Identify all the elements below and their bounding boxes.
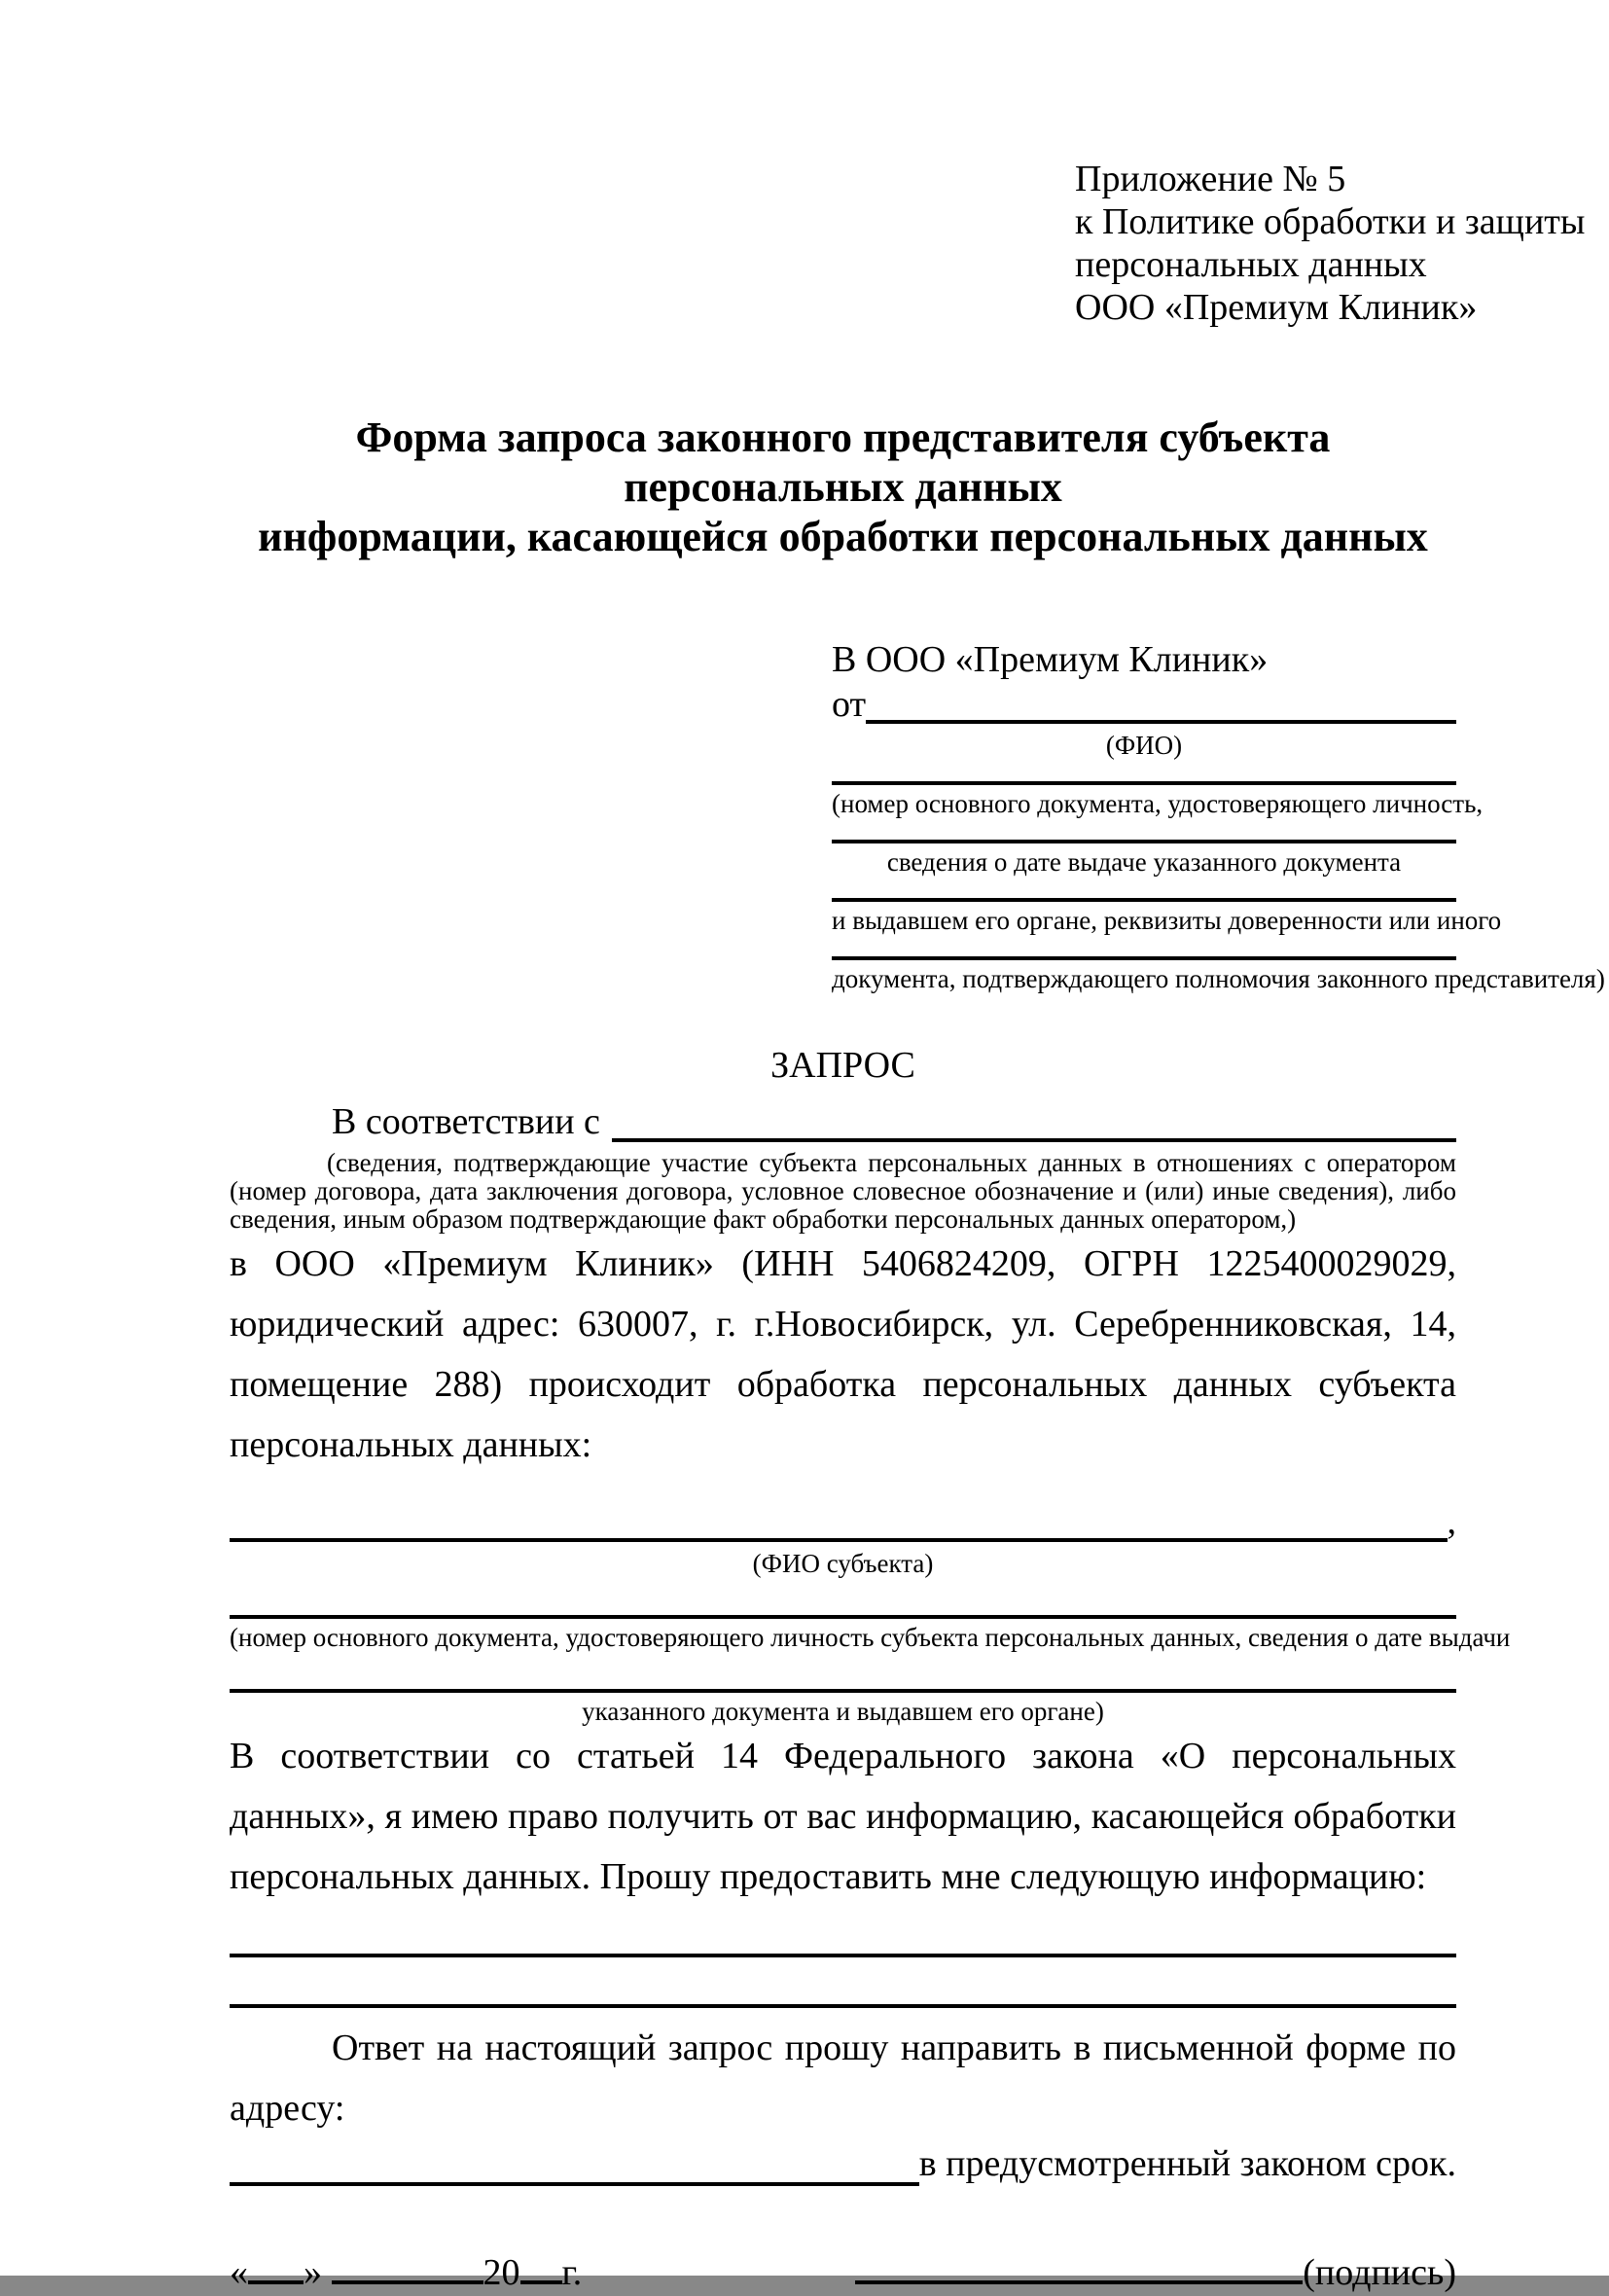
- request-heading: ЗАПРОС: [770, 1045, 915, 1086]
- from-label: от: [832, 684, 867, 725]
- quote-open: «: [230, 2252, 248, 2293]
- reply-deadline-text: в предусмотренный законом срок.: [918, 2143, 1456, 2184]
- id-doc-group-2: [832, 818, 1456, 877]
- addressee-block: [832, 637, 1605, 993]
- subject-comma: ,: [1447, 1501, 1456, 1542]
- id-doc-group-1: [832, 760, 1484, 818]
- subject-fio-blank-line: [230, 1532, 1448, 1542]
- from-blank-line: [866, 714, 1456, 724]
- signature-caption: (подпись): [1303, 2252, 1456, 2293]
- subject-fio-caption: (ФИО субъекта): [752, 1549, 934, 1578]
- operator-paragraph: в ООО «Премиум Клиник» (ИНН 5406824209, ОГРН 1225400029029, юридический адрес: 630007, г. г.Новосибирск, ул. Серебренниковская, 14, помещение 288) происходит обработка персональных данных субъекта персональных данных:: [230, 1243, 1456, 1465]
- subject-doc-caption-1: (номер основного документа, удостоверяющего личность субъекта персональных данных, сведения о дате выдачи: [230, 1623, 1511, 1652]
- appendix-line-1: Приложение № 5: [1075, 159, 1346, 199]
- reply-address-blank-line: [230, 2176, 919, 2186]
- intro-blank-line: [612, 1132, 1456, 1142]
- appendix-note: [1075, 158, 1586, 329]
- year-suffix: г.: [561, 2252, 583, 2293]
- blank-line: [230, 1578, 1456, 1619]
- intro-label: В соответствии с: [332, 1101, 600, 1142]
- id-doc-group-4: [832, 935, 1605, 993]
- date-group: [230, 2249, 582, 2296]
- year-prefix: 20: [483, 2252, 520, 2293]
- blank-line: [832, 935, 1456, 960]
- date-signature-row: [230, 2249, 1456, 2296]
- year-blank-line: [520, 2255, 562, 2284]
- subject-doc-group-2: [230, 1652, 1456, 1726]
- fio-caption: (ФИО): [1105, 731, 1183, 760]
- id-doc-caption-4: документа, подтверждающего полномочия законного представителя): [832, 964, 1605, 993]
- id-doc-caption-3: и выдавшем его органе, реквизиты доверенности или иного: [832, 906, 1502, 935]
- intro-caption: (сведения, подтверждающие участие субъекта персональных данных в отношениях с оператором (номер договора, дата заключения договора, условное словесное обозначение и (или) иные сведения), либо сведения, иным образом подтверждающие факт обработки персональных данных оператором,): [230, 1148, 1456, 1234]
- answer-blank-line-2: [230, 1957, 1456, 2008]
- id-doc-caption-1: (номер основного документа, удостоверяющего личность,: [832, 789, 1484, 818]
- appendix-line-4: ООО «Премиум Клиник»: [1075, 287, 1478, 328]
- signature-blank-line: [855, 2255, 1303, 2284]
- subject-fio-row: [230, 1498, 1456, 1545]
- reply-paragraph-line-2: [230, 2138, 1456, 2189]
- blank-line: [832, 818, 1456, 843]
- document-title-line-2: информации, касающейся обработки персональных данных: [258, 513, 1428, 560]
- quote-close: »: [304, 2252, 322, 2293]
- subject-doc-group-1: [230, 1578, 1511, 1652]
- day-blank-line: [248, 2255, 304, 2284]
- id-doc-group-3: [832, 877, 1502, 935]
- reply-paragraph-line-1: Ответ на настоящий запрос прошу направить в письменной форме по адресу:: [230, 2027, 1456, 2129]
- month-blank-line: [332, 2255, 483, 2284]
- signature-group: [855, 2249, 1456, 2296]
- blank-line: [832, 877, 1456, 902]
- law-paragraph: В соответствии со статьей 14 Федерального закона «О персональных данных», я имею право получить от вас информацию, касающейся обработки персональных данных. Прошу предоставить мне следующую информацию:: [230, 1736, 1456, 1897]
- blank-line: [230, 1652, 1456, 1693]
- id-doc-caption-2: сведения о дате выдаче указанного документа: [886, 847, 1402, 877]
- answer-blank-line-1: [230, 1907, 1456, 1957]
- intro-row: [230, 1098, 1456, 1145]
- blank-line: [832, 760, 1456, 785]
- appendix-line-3: персональных данных: [1075, 244, 1427, 285]
- document-title-line-1: Форма запроса законного представителя субъекта персональных данных: [355, 413, 1331, 511]
- recipient-org: В ООО «Премиум Клиник»: [832, 639, 1269, 680]
- from-row: [832, 682, 1456, 727]
- appendix-line-2: к Политике обработки и защиты: [1075, 201, 1586, 242]
- document-title: [230, 413, 1456, 561]
- subject-doc-caption-2: указанного документа и выдавшем его органе): [582, 1697, 1104, 1726]
